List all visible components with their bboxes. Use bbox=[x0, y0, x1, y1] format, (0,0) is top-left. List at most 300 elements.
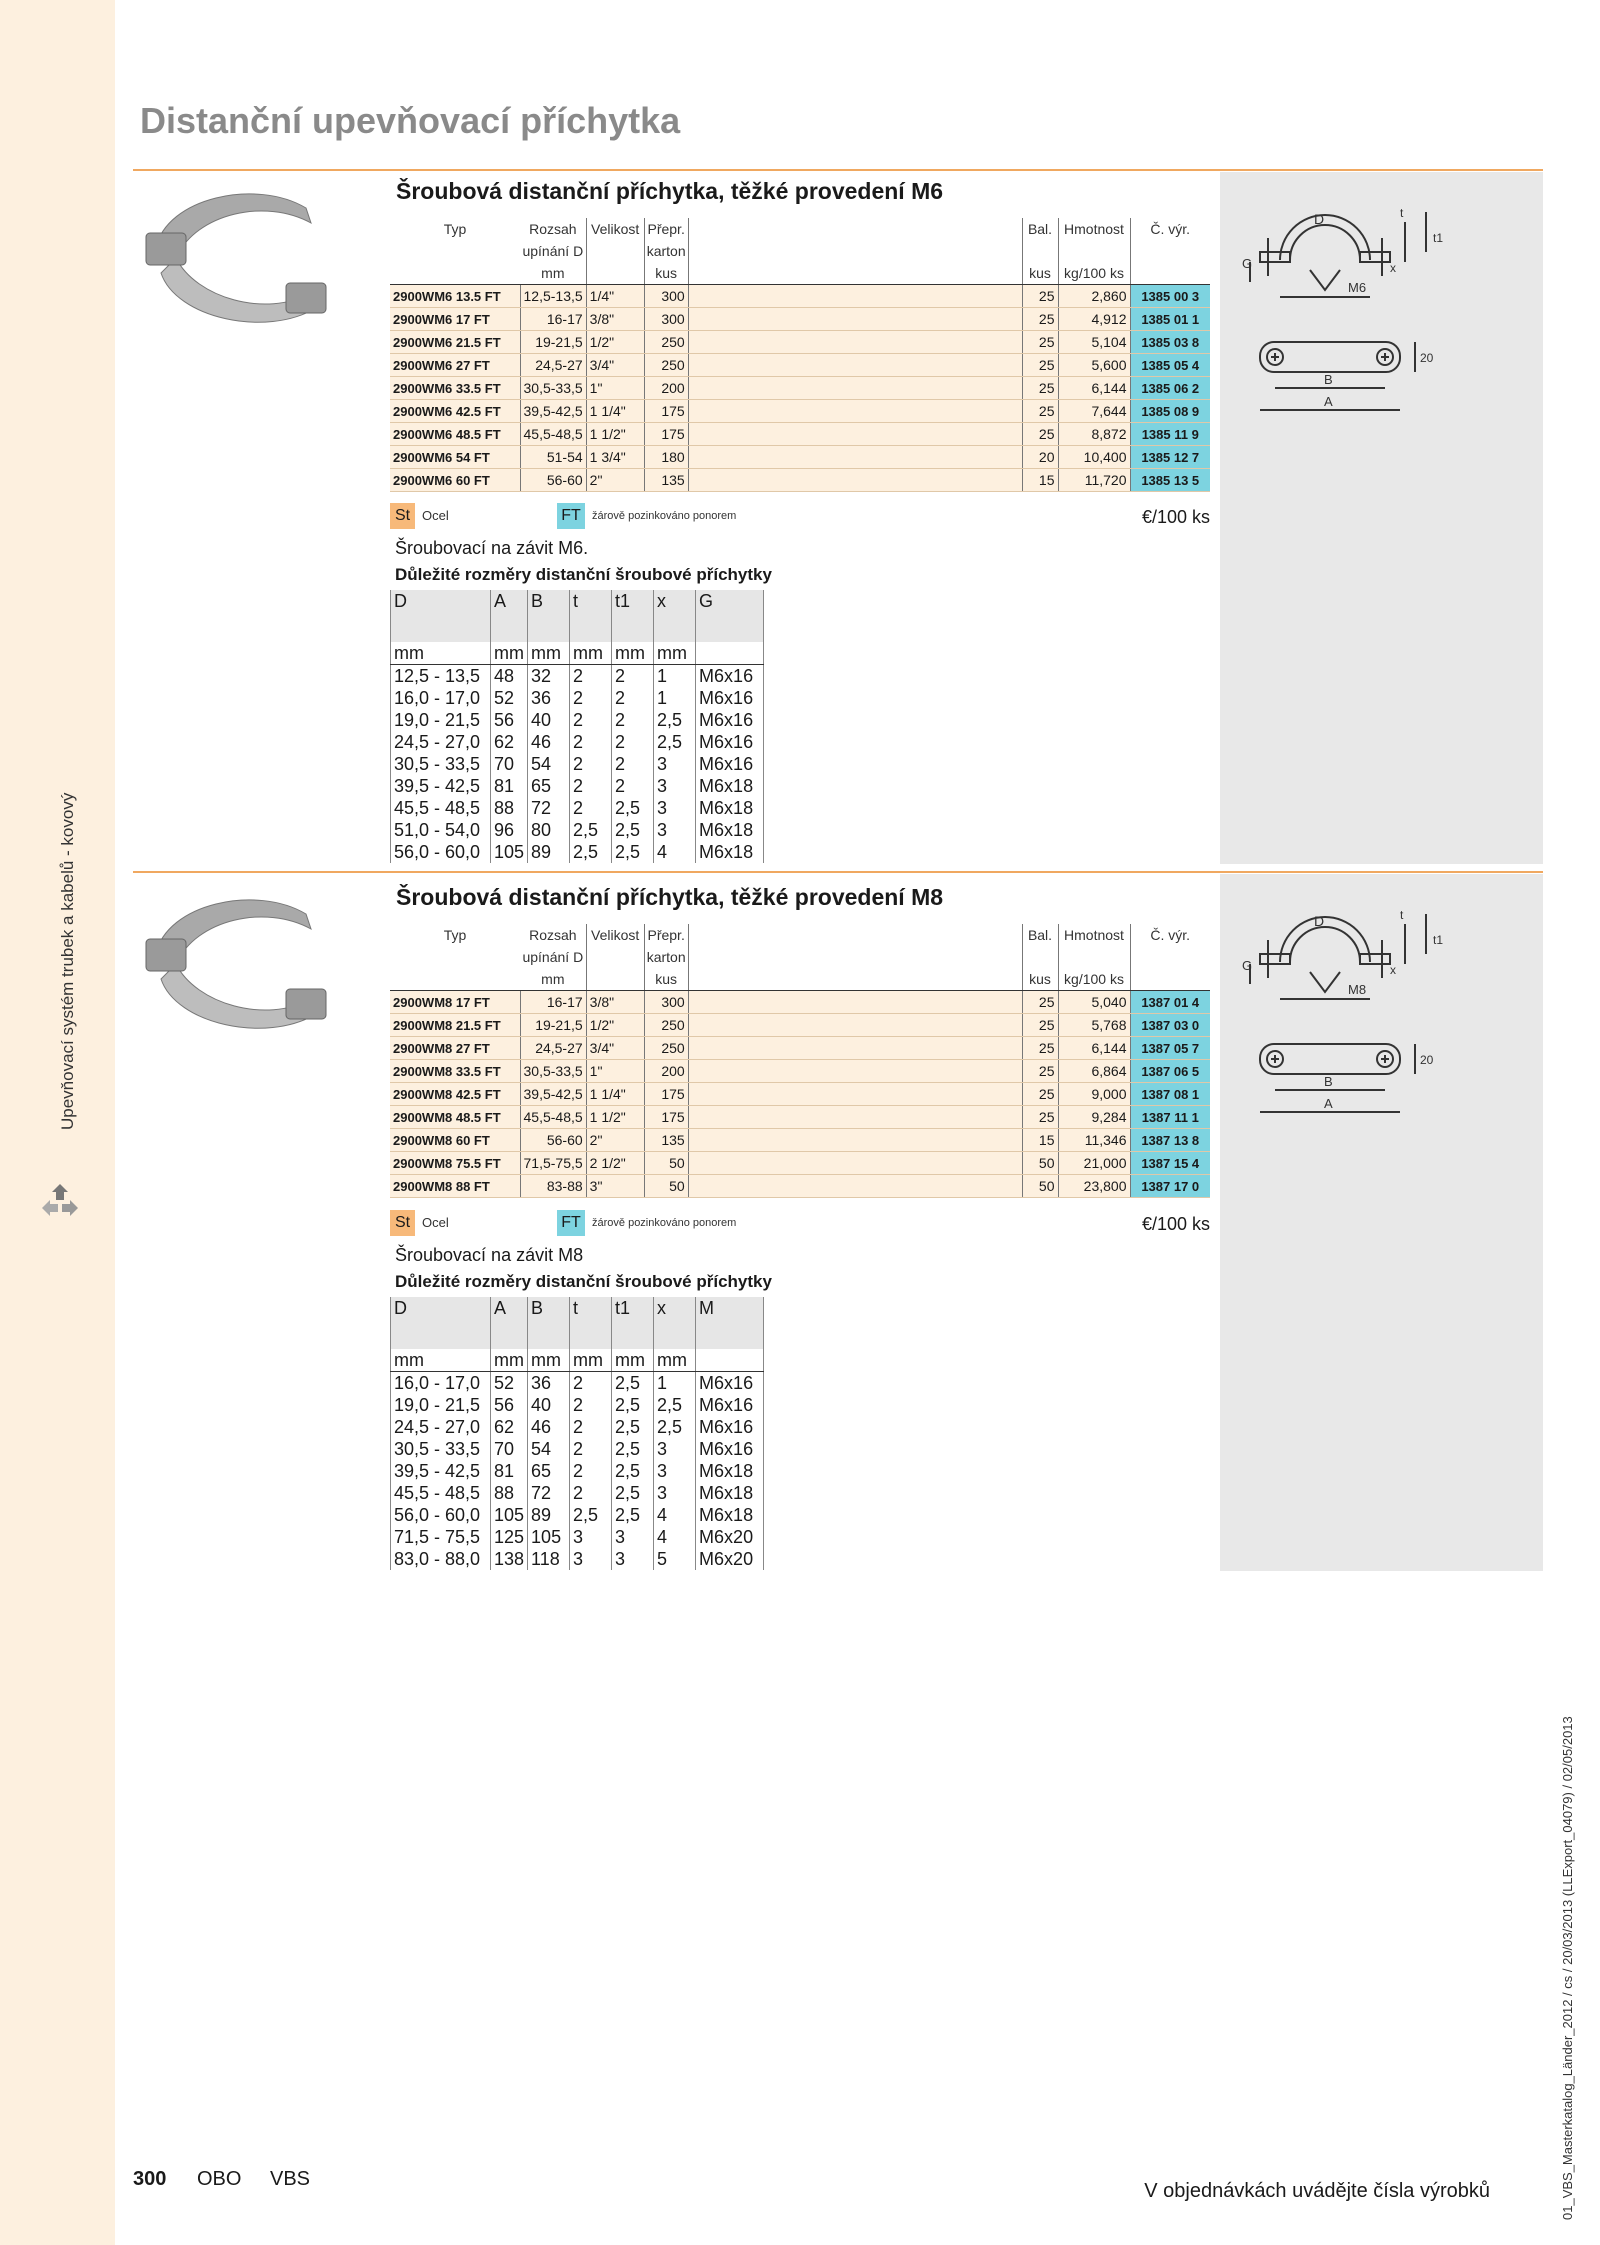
dim-value: 3 bbox=[570, 1548, 612, 1570]
dim-value: 2,5 bbox=[570, 819, 612, 841]
product-table bbox=[390, 924, 1210, 1198]
dim-value: M6x16 bbox=[696, 1394, 764, 1416]
dim-value: 81 bbox=[491, 1460, 528, 1482]
dim-label-a: A bbox=[1324, 1096, 1333, 1111]
technical-drawing bbox=[1220, 172, 1543, 432]
dim-value: 2 bbox=[570, 1460, 612, 1482]
dim-value: 72 bbox=[528, 797, 570, 819]
clamp-range: 45,5-48,5 bbox=[520, 1106, 586, 1129]
dim-value: 81 bbox=[491, 775, 528, 797]
dim-value: 46 bbox=[528, 1416, 570, 1438]
table-row bbox=[391, 1394, 764, 1416]
spacer-cell bbox=[688, 1106, 1022, 1129]
thread-size: 3/4" bbox=[586, 1037, 644, 1060]
clamp-range: 83-88 bbox=[520, 1175, 586, 1198]
table-header bbox=[390, 924, 1210, 968]
dim-value: M6x20 bbox=[696, 1548, 764, 1570]
material-st-badge: St bbox=[390, 1210, 415, 1236]
product-type: 2900WM8 17 FT bbox=[390, 991, 520, 1014]
dim-value: 36 bbox=[528, 1372, 570, 1395]
clamp-range: 56-60 bbox=[520, 469, 586, 492]
article-number: 1385 05 4 bbox=[1130, 354, 1210, 377]
clamp-range: 51-54 bbox=[520, 446, 586, 469]
dim-value: 2 bbox=[570, 753, 612, 775]
dim-value: 88 bbox=[491, 1482, 528, 1504]
dim-label-g: G bbox=[1242, 958, 1253, 973]
product-table bbox=[390, 218, 1210, 492]
col-prepr: Přepr. karton bbox=[644, 218, 688, 262]
finish-ft-label: žárově pozinkováno ponorem bbox=[592, 1217, 737, 1229]
thread-size: 1 1/2" bbox=[586, 423, 644, 446]
table-row bbox=[390, 331, 1210, 354]
dimensions-title: Důležité rozměry distanční šroubové příchytky bbox=[395, 1272, 772, 1291]
dimensions-table bbox=[390, 590, 764, 863]
weight: 11,720 bbox=[1058, 469, 1130, 492]
table-row bbox=[391, 775, 764, 797]
product-type: 2900WM6 21.5 FT bbox=[390, 331, 520, 354]
dim-label-m: M6 bbox=[1348, 280, 1367, 295]
product-type: 2900WM6 54 FT bbox=[390, 446, 520, 469]
article-number: 1385 08 9 bbox=[1130, 400, 1210, 423]
spacer-cell bbox=[688, 1152, 1022, 1175]
pack-qty: 25 bbox=[1022, 331, 1058, 354]
dim-column-header: D bbox=[391, 590, 491, 642]
pack-qty: 25 bbox=[1022, 308, 1058, 331]
table-row bbox=[390, 1083, 1210, 1106]
thread-size: 1" bbox=[586, 377, 644, 400]
dim-unit: mm bbox=[391, 642, 491, 665]
table-row bbox=[390, 423, 1210, 446]
dim-value: M6x16 bbox=[696, 687, 764, 709]
dim-value: M6x16 bbox=[696, 1416, 764, 1438]
weight: 23,800 bbox=[1058, 1175, 1130, 1198]
dim-value: 1 bbox=[654, 1372, 696, 1395]
dim-value: 2 bbox=[570, 687, 612, 709]
dim-label-d: D bbox=[1314, 913, 1325, 929]
section-title: Šroubová distanční příchytka, těžké provedení M6 bbox=[396, 178, 944, 204]
article-number: 1385 12 7 bbox=[1130, 446, 1210, 469]
carton-qty: 250 bbox=[644, 1014, 688, 1037]
table-row bbox=[391, 797, 764, 819]
dim-value: 2 bbox=[570, 1416, 612, 1438]
spacer-cell bbox=[688, 1129, 1022, 1152]
carton-qty: 300 bbox=[644, 991, 688, 1014]
dim-value: 56,0 - 60,0 bbox=[391, 841, 491, 863]
col-rozsah: Rozsah upínání D bbox=[520, 924, 586, 968]
dim-value: 32 bbox=[528, 665, 570, 688]
table-row bbox=[390, 1060, 1210, 1083]
dim-column-header: A bbox=[491, 590, 528, 642]
dim-value: 96 bbox=[491, 819, 528, 841]
dim-value: 4 bbox=[654, 1526, 696, 1548]
dim-label-b: B bbox=[1324, 372, 1333, 387]
pack-qty: 50 bbox=[1022, 1175, 1058, 1198]
dim-unit: mm bbox=[391, 1349, 491, 1372]
dim-value: 2,5 bbox=[612, 1438, 654, 1460]
thread-note: Šroubovací na závit M6. bbox=[395, 538, 589, 558]
section-rule bbox=[133, 871, 1543, 873]
col-typ: Typ bbox=[443, 221, 467, 237]
dim-value: 2 bbox=[570, 1482, 612, 1504]
spacer-cell bbox=[688, 354, 1022, 377]
pack-qty: 25 bbox=[1022, 354, 1058, 377]
carton-qty: 135 bbox=[644, 1129, 688, 1152]
carton-qty: 200 bbox=[644, 1060, 688, 1083]
table-row bbox=[390, 446, 1210, 469]
dim-value: 3 bbox=[654, 797, 696, 819]
dim-label-g: G bbox=[1242, 256, 1253, 271]
col-velikost: Velikost bbox=[586, 218, 644, 262]
material-st-badge: St bbox=[390, 503, 415, 529]
clamp-range: 39,5-42,5 bbox=[520, 1083, 586, 1106]
dim-label-a: A bbox=[1324, 394, 1333, 409]
dim-value: 105 bbox=[491, 841, 528, 863]
clamp-range: 56-60 bbox=[520, 1129, 586, 1152]
dim-value: 80 bbox=[528, 819, 570, 841]
page-number: 300 bbox=[133, 2168, 167, 2190]
weight: 5,040 bbox=[1058, 991, 1130, 1014]
weight: 6,144 bbox=[1058, 377, 1130, 400]
spacer-cell bbox=[688, 469, 1022, 492]
thread-size: 3/4" bbox=[586, 354, 644, 377]
weight: 9,000 bbox=[1058, 1083, 1130, 1106]
dim-value: 24,5 - 27,0 bbox=[391, 731, 491, 753]
weight: 8,872 bbox=[1058, 423, 1130, 446]
dim-unit bbox=[696, 642, 764, 665]
unit-row: mm kus kus kg/100 ks bbox=[390, 262, 1210, 285]
spacer-cell bbox=[688, 1175, 1022, 1198]
dim-value: 2 bbox=[612, 665, 654, 688]
table-row bbox=[391, 709, 764, 731]
dim-value: 89 bbox=[528, 841, 570, 863]
dim-value: 19,0 - 21,5 bbox=[391, 709, 491, 731]
thread-size: 3" bbox=[586, 1175, 644, 1198]
col-cvyr: Č. výr. bbox=[1150, 927, 1191, 943]
dim-value: 65 bbox=[528, 775, 570, 797]
dim-unit: mm bbox=[528, 642, 570, 665]
dim-value: M6x16 bbox=[696, 709, 764, 731]
dim-value: 3 bbox=[654, 819, 696, 841]
table-row bbox=[391, 753, 764, 775]
table-row bbox=[391, 1460, 764, 1482]
table-row bbox=[391, 1482, 764, 1504]
dim-value: M6x18 bbox=[696, 1504, 764, 1526]
article-number: 1387 03 0 bbox=[1130, 1014, 1210, 1037]
pack-qty: 25 bbox=[1022, 400, 1058, 423]
table-row bbox=[391, 841, 764, 863]
vertical-reference: 01_VBS_Masterkatalog_Länder_2012 / cs / 20/03/2013 (LLExport_04079) / 02/05/2013 bbox=[1560, 1716, 1575, 2220]
table-row bbox=[391, 1548, 764, 1570]
dim-value: 54 bbox=[528, 1438, 570, 1460]
dim-unit: mm bbox=[570, 1349, 612, 1372]
article-number: 1387 08 1 bbox=[1130, 1083, 1210, 1106]
dim-label-t1: t1 bbox=[1433, 231, 1444, 245]
carton-qty: 175 bbox=[644, 1106, 688, 1129]
pack-qty: 25 bbox=[1022, 377, 1058, 400]
table-row bbox=[391, 665, 764, 688]
dim-value: 2,5 bbox=[654, 731, 696, 753]
table-row bbox=[390, 308, 1210, 331]
dim-value: 88 bbox=[491, 797, 528, 819]
dim-value: 138 bbox=[491, 1548, 528, 1570]
dim-value: 89 bbox=[528, 1504, 570, 1526]
thread-size: 2 1/2" bbox=[586, 1152, 644, 1175]
dim-value: 71,5 - 75,5 bbox=[391, 1526, 491, 1548]
product-rows bbox=[390, 991, 1210, 1198]
dim-value: 2 bbox=[570, 665, 612, 688]
clamp-range: 24,5-27 bbox=[520, 354, 586, 377]
col-hmotnost: Hmotnost bbox=[1058, 218, 1130, 262]
table-header bbox=[390, 218, 1210, 262]
dim-value: 2 bbox=[570, 709, 612, 731]
clamp-range: 45,5-48,5 bbox=[520, 423, 586, 446]
product-type: 2900WM6 60 FT bbox=[390, 469, 520, 492]
dim-column-header: t1 bbox=[612, 590, 654, 642]
table-row bbox=[391, 731, 764, 753]
dim-value: 2 bbox=[570, 1372, 612, 1395]
dim-value: 56 bbox=[491, 709, 528, 731]
thread-size: 1/2" bbox=[586, 1014, 644, 1037]
drawing-panel bbox=[1220, 874, 1543, 1571]
table-row bbox=[391, 1526, 764, 1548]
table-row bbox=[391, 1504, 764, 1526]
dim-column-header: M bbox=[696, 1297, 764, 1349]
dim-unit bbox=[696, 1349, 764, 1372]
product-type: 2900WM6 27 FT bbox=[390, 354, 520, 377]
dim-value: 70 bbox=[491, 753, 528, 775]
product-type: 2900WM8 42.5 FT bbox=[390, 1083, 520, 1106]
dim-column-header: B bbox=[528, 590, 570, 642]
dim-value: 2,5 bbox=[612, 819, 654, 841]
dim-value: M6x20 bbox=[696, 1526, 764, 1548]
dim-value: 40 bbox=[528, 709, 570, 731]
finish-ft-badge: FT bbox=[557, 503, 585, 529]
pack-qty: 25 bbox=[1022, 285, 1058, 308]
dim-value: 48 bbox=[491, 665, 528, 688]
pack-qty: 20 bbox=[1022, 446, 1058, 469]
col-velikost: Velikost bbox=[586, 924, 644, 968]
thread-size: 1/4" bbox=[586, 285, 644, 308]
section-rule bbox=[133, 169, 1543, 171]
table-row bbox=[390, 1129, 1210, 1152]
carton-qty: 50 bbox=[644, 1175, 688, 1198]
dim-value: 2 bbox=[612, 687, 654, 709]
dim-value: 2,5 bbox=[612, 797, 654, 819]
spacer-cell bbox=[688, 285, 1022, 308]
article-number: 1385 13 5 bbox=[1130, 469, 1210, 492]
product-type: 2900WM8 60 FT bbox=[390, 1129, 520, 1152]
article-number: 1385 00 3 bbox=[1130, 285, 1210, 308]
clamp-range: 19-21,5 bbox=[520, 1014, 586, 1037]
dim-column-header: x bbox=[654, 1297, 696, 1349]
dim-value: 2 bbox=[612, 731, 654, 753]
thread-size: 3/8" bbox=[586, 991, 644, 1014]
spacer-cell bbox=[688, 1060, 1022, 1083]
pack-qty: 25 bbox=[1022, 1037, 1058, 1060]
dim-value: 2 bbox=[570, 1394, 612, 1416]
dim-value: 2 bbox=[570, 731, 612, 753]
dim-value: 1 bbox=[654, 687, 696, 709]
dim-value: 2 bbox=[612, 709, 654, 731]
dim-value: 24,5 - 27,0 bbox=[391, 1416, 491, 1438]
dim-value: 2,5 bbox=[612, 841, 654, 863]
brand-name: OBO bbox=[197, 2168, 242, 2190]
article-number: 1385 11 9 bbox=[1130, 423, 1210, 446]
dim-value: 4 bbox=[654, 841, 696, 863]
dim-value: 2,5 bbox=[612, 1460, 654, 1482]
weight: 9,284 bbox=[1058, 1106, 1130, 1129]
table-row bbox=[390, 354, 1210, 377]
weight: 7,644 bbox=[1058, 400, 1130, 423]
dim-value: 52 bbox=[491, 1372, 528, 1395]
dim-label-x: x bbox=[1390, 261, 1396, 275]
dimensions-header bbox=[391, 1297, 764, 1349]
dim-label-b: B bbox=[1324, 1074, 1333, 1089]
weight: 2,860 bbox=[1058, 285, 1130, 308]
dim-value: 105 bbox=[528, 1526, 570, 1548]
carton-qty: 250 bbox=[644, 1037, 688, 1060]
finish-ft-badge: FT bbox=[557, 1210, 585, 1236]
table-row bbox=[390, 1152, 1210, 1175]
carton-qty: 175 bbox=[644, 1083, 688, 1106]
dim-value: 56,0 - 60,0 bbox=[391, 1504, 491, 1526]
dim-column-header: A bbox=[491, 1297, 528, 1349]
article-number: 1387 05 7 bbox=[1130, 1037, 1210, 1060]
material-legend bbox=[390, 1210, 1210, 1240]
product-type: 2900WM6 13.5 FT bbox=[390, 285, 520, 308]
product-type: 2900WM8 33.5 FT bbox=[390, 1060, 520, 1083]
dim-value: 3 bbox=[654, 753, 696, 775]
dim-value: 16,0 - 17,0 bbox=[391, 1372, 491, 1395]
dim-value: 2,5 bbox=[570, 841, 612, 863]
dim-value: 3 bbox=[612, 1526, 654, 1548]
dim-label-t1: t1 bbox=[1433, 933, 1444, 947]
dim-label-x: x bbox=[1390, 963, 1396, 977]
col-bal: Bal. bbox=[1022, 924, 1058, 968]
product-type: 2900WM8 88 FT bbox=[390, 1175, 520, 1198]
table-row bbox=[390, 285, 1210, 308]
material-st-label: Ocel bbox=[422, 508, 449, 523]
table-row bbox=[391, 1372, 764, 1395]
carton-qty: 300 bbox=[644, 308, 688, 331]
dim-value: M6x16 bbox=[696, 1372, 764, 1395]
dim-column-header: B bbox=[528, 1297, 570, 1349]
dim-value: 51,0 - 54,0 bbox=[391, 819, 491, 841]
dim-value: 4 bbox=[654, 1504, 696, 1526]
technical-drawing bbox=[1220, 874, 1543, 1134]
thread-size: 1" bbox=[586, 1060, 644, 1083]
dim-unit: mm bbox=[570, 642, 612, 665]
carton-qty: 50 bbox=[644, 1152, 688, 1175]
dim-value: 83,0 - 88,0 bbox=[391, 1548, 491, 1570]
dim-value: 2,5 bbox=[654, 1416, 696, 1438]
dim-label-m: M8 bbox=[1348, 982, 1367, 997]
dim-value: 39,5 - 42,5 bbox=[391, 775, 491, 797]
article-number: 1387 13 8 bbox=[1130, 1129, 1210, 1152]
pack-qty: 50 bbox=[1022, 1152, 1058, 1175]
col-rozsah: Rozsah upínání D bbox=[520, 218, 586, 262]
dim-value: M6x16 bbox=[696, 665, 764, 688]
dim-value: 2 bbox=[570, 1438, 612, 1460]
thread-size: 2" bbox=[586, 469, 644, 492]
section-title: Šroubová distanční příchytka, těžké provedení M8 bbox=[396, 884, 944, 910]
material-legend bbox=[390, 503, 1210, 533]
product-type: 2900WM6 33.5 FT bbox=[390, 377, 520, 400]
dim-value: 54 bbox=[528, 753, 570, 775]
dim-unit: mm bbox=[654, 1349, 696, 1372]
dim-label-d: D bbox=[1314, 211, 1325, 227]
article-number: 1387 11 1 bbox=[1130, 1106, 1210, 1129]
col-hmotnost: Hmotnost bbox=[1058, 924, 1130, 968]
product-type: 2900WM8 27 FT bbox=[390, 1037, 520, 1060]
article-number: 1385 03 8 bbox=[1130, 331, 1210, 354]
dim-column-header: D bbox=[391, 1297, 491, 1349]
thread-size: 1 3/4" bbox=[586, 446, 644, 469]
spacer-cell bbox=[688, 1037, 1022, 1060]
dim-value: 16,0 - 17,0 bbox=[391, 687, 491, 709]
dim-value: 70 bbox=[491, 1438, 528, 1460]
product-type: 2900WM8 21.5 FT bbox=[390, 1014, 520, 1037]
dim-value: 52 bbox=[491, 687, 528, 709]
spacer-cell bbox=[688, 423, 1022, 446]
dim-unit: mm bbox=[612, 1349, 654, 1372]
clamp-range: 30,5-33,5 bbox=[520, 377, 586, 400]
dim-value: M6x18 bbox=[696, 797, 764, 819]
carton-qty: 250 bbox=[644, 354, 688, 377]
clamp-range: 12,5-13,5 bbox=[520, 285, 586, 308]
dimensions-units bbox=[391, 1349, 764, 1372]
table-row bbox=[390, 1106, 1210, 1129]
product-photo bbox=[136, 884, 336, 1044]
price-unit: €/100 ks bbox=[1141, 1214, 1210, 1234]
carton-qty: 250 bbox=[644, 331, 688, 354]
table-row bbox=[390, 1175, 1210, 1198]
product-type: 2900WM6 42.5 FT bbox=[390, 400, 520, 423]
spacer-cell bbox=[688, 331, 1022, 354]
dim-label-height: 20 bbox=[1420, 351, 1434, 365]
product-type: 2900WM8 48.5 FT bbox=[390, 1106, 520, 1129]
product-photo bbox=[136, 178, 336, 338]
dim-value: 39,5 - 42,5 bbox=[391, 1460, 491, 1482]
dim-value: 5 bbox=[654, 1548, 696, 1570]
weight: 5,104 bbox=[1058, 331, 1130, 354]
dim-value: M6x16 bbox=[696, 753, 764, 775]
dim-value: 2,5 bbox=[654, 709, 696, 731]
spacer-cell bbox=[688, 308, 1022, 331]
dim-unit: mm bbox=[612, 642, 654, 665]
clamp-range: 16-17 bbox=[520, 308, 586, 331]
carton-qty: 135 bbox=[644, 469, 688, 492]
dim-unit: mm bbox=[491, 642, 528, 665]
dim-value: 40 bbox=[528, 1394, 570, 1416]
table-row bbox=[391, 819, 764, 841]
series-name: VBS bbox=[270, 2168, 311, 2190]
dim-value: 3 bbox=[612, 1548, 654, 1570]
dim-value: 30,5 - 33,5 bbox=[391, 753, 491, 775]
thread-size: 1 1/4" bbox=[586, 1083, 644, 1106]
dimensions-title: Důležité rozměry distanční šroubové příchytky bbox=[395, 565, 772, 584]
material-st-label: Ocel bbox=[422, 1215, 449, 1230]
dim-value: 2 bbox=[612, 775, 654, 797]
dim-value: 2,5 bbox=[612, 1416, 654, 1438]
dim-value: 2,5 bbox=[612, 1504, 654, 1526]
clamp-range: 39,5-42,5 bbox=[520, 400, 586, 423]
col-cvyr: Č. výr. bbox=[1150, 221, 1191, 237]
weight: 10,400 bbox=[1058, 446, 1130, 469]
thread-size: 1/2" bbox=[586, 331, 644, 354]
article-number: 1385 06 2 bbox=[1130, 377, 1210, 400]
dim-value: M6x18 bbox=[696, 775, 764, 797]
